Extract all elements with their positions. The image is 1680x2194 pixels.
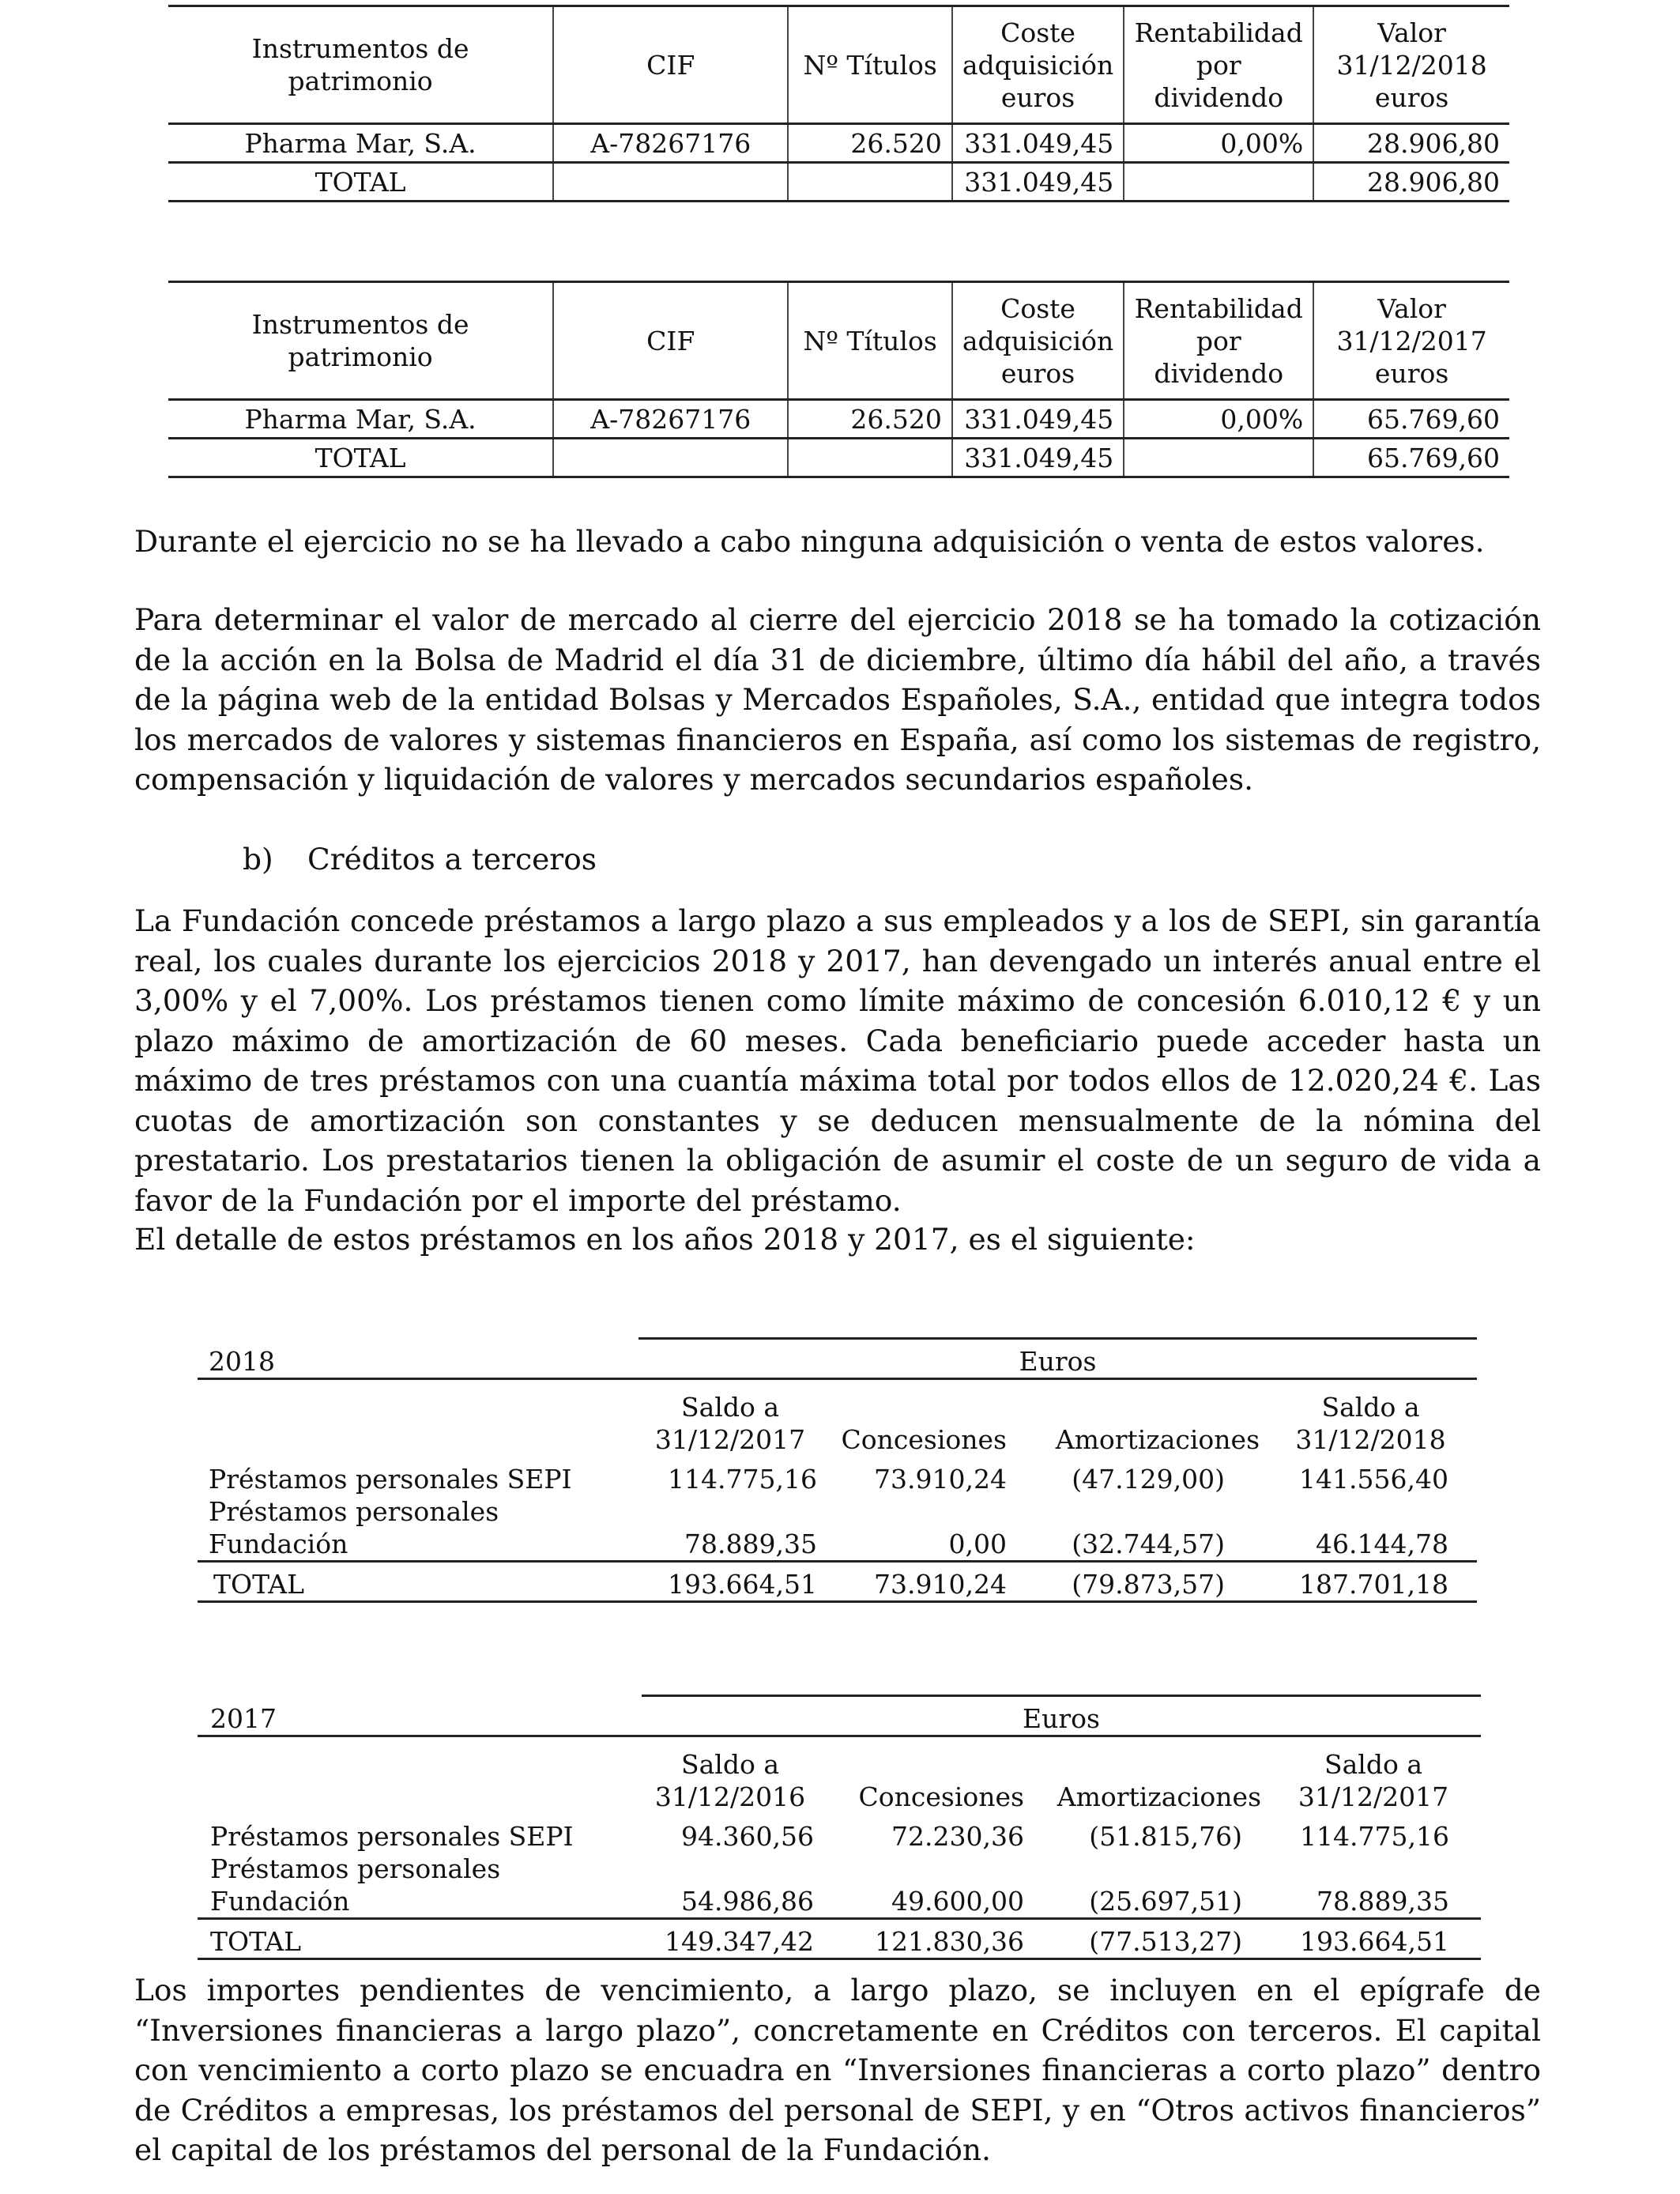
- cell-name: TOTAL: [168, 439, 553, 477]
- header-line: 31/12/2016: [654, 1781, 806, 1812]
- table-header-row: [198, 1736, 1481, 1814]
- cell-label: Préstamos personales SEPI: [209, 1464, 572, 1495]
- table-row: [168, 400, 1509, 439]
- table-total-row: [168, 163, 1509, 202]
- cell-saldo-inicial: 149.347,42: [642, 1919, 819, 1959]
- header-concesiones: Concesiones: [819, 1736, 1029, 1814]
- cell-saldo-inicial: 78.889,35: [684, 1529, 817, 1559]
- table-total-row: [198, 1919, 1481, 1959]
- paragraph-importes-pendientes: Los importes pendientes de vencimiento, a largo plazo, se incluyen en el epígrafe de “Inversiones financieras a largo plazo”, concretamente en Créditos con terceros. El capital con vencimiento a corto plazo se encuadra en “Inversiones financieras a corto plazo” dentro de Créditos a empresas, los préstamos del personal de SEPI, y en “Otros activos financieros” el capital de los préstamos del personal de la Fundación.: [134, 1973, 1541, 2167]
- cell-titulos: [788, 439, 951, 477]
- header-saldo-final: [1264, 1379, 1477, 1457]
- header-line: 31/12/2018: [1336, 49, 1487, 81]
- cell-amortizaciones: (77.513,27): [1029, 1919, 1266, 1959]
- table-year: 2018: [209, 1346, 275, 1377]
- header-line: Coste: [1000, 17, 1075, 48]
- cell-cif: A-78267176: [553, 400, 788, 439]
- table-total-row: [168, 439, 1509, 477]
- cell-amortizaciones: (25.697,51): [1089, 1886, 1242, 1917]
- header-amortizaciones: Amortizaciones: [1011, 1379, 1264, 1457]
- paragraph-valor-mercado: Para determinar el valor de mercado al cierre del ejercicio 2018 se ha tomado la cotización de la acción en la Bolsa de Madrid el día 31 de diciembre, último día hábil del año, a través de la página web de la entidad Bolsas y Mercados Españoles, S.A., entidad que integra todos los mercados de valores y sistemas financieros en España, así como los sistemas de registro, compensación y liquidación de valores y mercados secundarios españoles.: [134, 602, 1541, 797]
- cell-saldo-inicial: 193.664,51: [638, 1562, 822, 1602]
- cell-rent: 0,00%: [1124, 400, 1313, 439]
- cell-concesiones: 121.830,36: [819, 1919, 1029, 1959]
- header-line: Coste: [1000, 292, 1075, 324]
- header-line: por: [1196, 49, 1241, 81]
- table-row: [198, 1813, 1481, 1853]
- header-line: Saldo a: [1324, 1749, 1422, 1780]
- cell-saldo-final: 187.701,18: [1264, 1562, 1477, 1602]
- table-row: [198, 1495, 1477, 1562]
- cell-amortizaciones: (47.129,00): [1072, 1464, 1225, 1495]
- header-line: 31/12/2018: [1295, 1424, 1446, 1455]
- header-saldo-inicial: [642, 1736, 819, 1814]
- header-cif: CIF: [553, 6, 788, 124]
- header-line: 31/12/2017: [654, 1424, 806, 1455]
- header-rentabilidad: [1124, 282, 1313, 400]
- paragraph-no-adquisicion: Durante el ejercicio no se ha llevado a cabo ninguna adquisición o venta de estos valores.: [134, 524, 1485, 559]
- header-line: Saldo a: [681, 1749, 779, 1780]
- cell-label: Préstamos personales Fundación: [210, 1853, 501, 1917]
- header-saldo-final: [1266, 1736, 1481, 1814]
- header-saldo-inicial: [638, 1379, 822, 1457]
- cell-rent: [1124, 163, 1313, 202]
- header-rentabilidad: [1124, 6, 1313, 124]
- table-year-row: [198, 1696, 1481, 1736]
- cell-rent: [1124, 439, 1313, 477]
- header-blank: [198, 1736, 642, 1814]
- cell-label: Préstamos personales Fundación: [209, 1496, 499, 1559]
- cell-coste: 331.049,45: [952, 124, 1124, 163]
- cell-concesiones: 0,00: [948, 1529, 1007, 1559]
- cell-coste: 331.049,45: [952, 439, 1124, 477]
- paragraph-prestamos: La Fundación concede préstamos a largo plazo a sus empleados y a los de SEPI, sin garantía real, los cuales durante los ejercicios 2018 y 2017, han devengado un interés anual entre el 3,00% y el 7,00%. Los préstamos tienen como límite máximo de concesión 6.010,12 € y un plazo máximo de amortización de 60 meses. Cada beneficiario puede acceder hasta un máximo de tres préstamos con una cuantía máxima total por todos ellos de 12.020,24 €. Las cuotas de amortización son constantes y se deducen mensualmente de la nómina del prestatario. Los prestatarios tienen la obligación de asumir el coste de un seguro de vida a favor de la Fundación por el importe del préstamo.: [134, 903, 1541, 1218]
- header-line: adquisición: [962, 49, 1114, 81]
- cell-label: TOTAL: [198, 1562, 638, 1602]
- cell-saldo-final: 78.889,35: [1317, 1886, 1449, 1917]
- header-concesiones: Concesiones: [822, 1379, 1011, 1457]
- cell-concesiones: 73.910,24: [822, 1562, 1011, 1602]
- header-blank: [198, 1379, 638, 1457]
- header-line: dividendo: [1154, 81, 1284, 113]
- paragraph-detalle: El detalle de estos préstamos en los años 2018 y 2017, es el siguiente:: [134, 1222, 1196, 1257]
- header-instrumentos: Instrumentos de patrimonio: [168, 6, 553, 124]
- cell-cif: A-78267176: [553, 124, 788, 163]
- equity-table-2017: [168, 281, 1509, 478]
- equity-table-2018: [168, 5, 1509, 202]
- table-header-row: [168, 282, 1509, 400]
- header-valor: [1313, 6, 1509, 124]
- euros-header: Euros: [638, 1339, 1477, 1379]
- header-titulos: Nº Títulos: [788, 6, 951, 124]
- heading-text: Créditos a terceros: [307, 842, 597, 876]
- header-line: euros: [1374, 81, 1449, 113]
- cell-saldo-inicial: 114.775,16: [668, 1464, 817, 1495]
- section-heading-creditos: [243, 839, 597, 879]
- header-line: Saldo a: [1321, 1392, 1420, 1423]
- header-coste: [952, 6, 1124, 124]
- header-line: dividendo: [1154, 357, 1284, 389]
- table-header-row: [198, 1379, 1477, 1457]
- cell-coste: 331.049,45: [952, 163, 1124, 202]
- heading-label: b): [243, 842, 273, 876]
- cell-valor: 28.906,80: [1313, 124, 1509, 163]
- header-line: 31/12/2017: [1298, 1781, 1449, 1812]
- cell-cif: [553, 439, 788, 477]
- cell-label: TOTAL: [198, 1919, 642, 1959]
- cell-cif: [553, 163, 788, 202]
- table-row: [168, 124, 1509, 163]
- header-line: Valor: [1377, 292, 1446, 324]
- cell-amortizaciones: (79.873,57): [1011, 1562, 1264, 1602]
- cell-saldo-final: 141.556,40: [1299, 1464, 1448, 1495]
- table-row: [198, 1853, 1481, 1919]
- loans-table-2018: [198, 1337, 1477, 1603]
- table-row: [198, 1456, 1477, 1495]
- euros-header: Euros: [642, 1696, 1481, 1736]
- cell-name: TOTAL: [168, 163, 553, 202]
- table-year-row: [198, 1339, 1477, 1379]
- cell-valor: 65.769,60: [1313, 439, 1509, 477]
- header-amortizaciones: Amortizaciones: [1029, 1736, 1266, 1814]
- cell-concesiones: 72.230,36: [891, 1821, 1024, 1852]
- header-line: euros: [1374, 357, 1449, 389]
- cell-titulos: 26.520: [788, 400, 951, 439]
- header-instrumentos: Instrumentos de patrimonio: [168, 282, 553, 400]
- table-header-row: [168, 6, 1509, 124]
- header-line: Rentabilidad: [1134, 292, 1303, 324]
- header-line: Valor: [1377, 17, 1446, 48]
- header-line: euros: [1000, 357, 1075, 389]
- header-line: por: [1196, 325, 1241, 356]
- table-total-row: [198, 1562, 1477, 1602]
- cell-saldo-final: 193.664,51: [1266, 1919, 1481, 1959]
- table-year: 2017: [210, 1703, 277, 1734]
- cell-concesiones: 73.910,24: [874, 1464, 1007, 1495]
- cell-coste: 331.049,45: [952, 400, 1124, 439]
- cell-titulos: [788, 163, 951, 202]
- cell-saldo-final: 114.775,16: [1300, 1821, 1449, 1852]
- cell-name: Pharma Mar, S.A.: [168, 124, 553, 163]
- header-line: 31/12/2017: [1336, 325, 1487, 356]
- header-line: adquisición: [962, 325, 1114, 356]
- cell-valor: 28.906,80: [1313, 163, 1509, 202]
- cell-concesiones: 49.600,00: [891, 1886, 1024, 1917]
- cell-saldo-final: 46.144,78: [1316, 1529, 1448, 1559]
- loans-table-2017: [198, 1695, 1481, 1960]
- cell-amortizaciones: (32.744,57): [1072, 1529, 1225, 1559]
- header-line: Rentabilidad: [1134, 17, 1303, 48]
- cell-name: Pharma Mar, S.A.: [168, 400, 553, 439]
- cell-saldo-inicial: 94.360,56: [681, 1821, 814, 1852]
- cell-saldo-inicial: 54.986,86: [681, 1886, 814, 1917]
- cell-label: Préstamos personales SEPI: [210, 1821, 574, 1852]
- header-line: Saldo a: [681, 1392, 779, 1423]
- header-valor: [1313, 282, 1509, 400]
- cell-amortizaciones: (51.815,76): [1089, 1821, 1242, 1852]
- cell-rent: 0,00%: [1124, 124, 1313, 163]
- header-line: euros: [1000, 81, 1075, 113]
- header-titulos: Nº Títulos: [788, 282, 951, 400]
- cell-valor: 65.769,60: [1313, 400, 1509, 439]
- header-cif: CIF: [553, 282, 788, 400]
- header-coste: [952, 282, 1124, 400]
- cell-titulos: 26.520: [788, 124, 951, 163]
